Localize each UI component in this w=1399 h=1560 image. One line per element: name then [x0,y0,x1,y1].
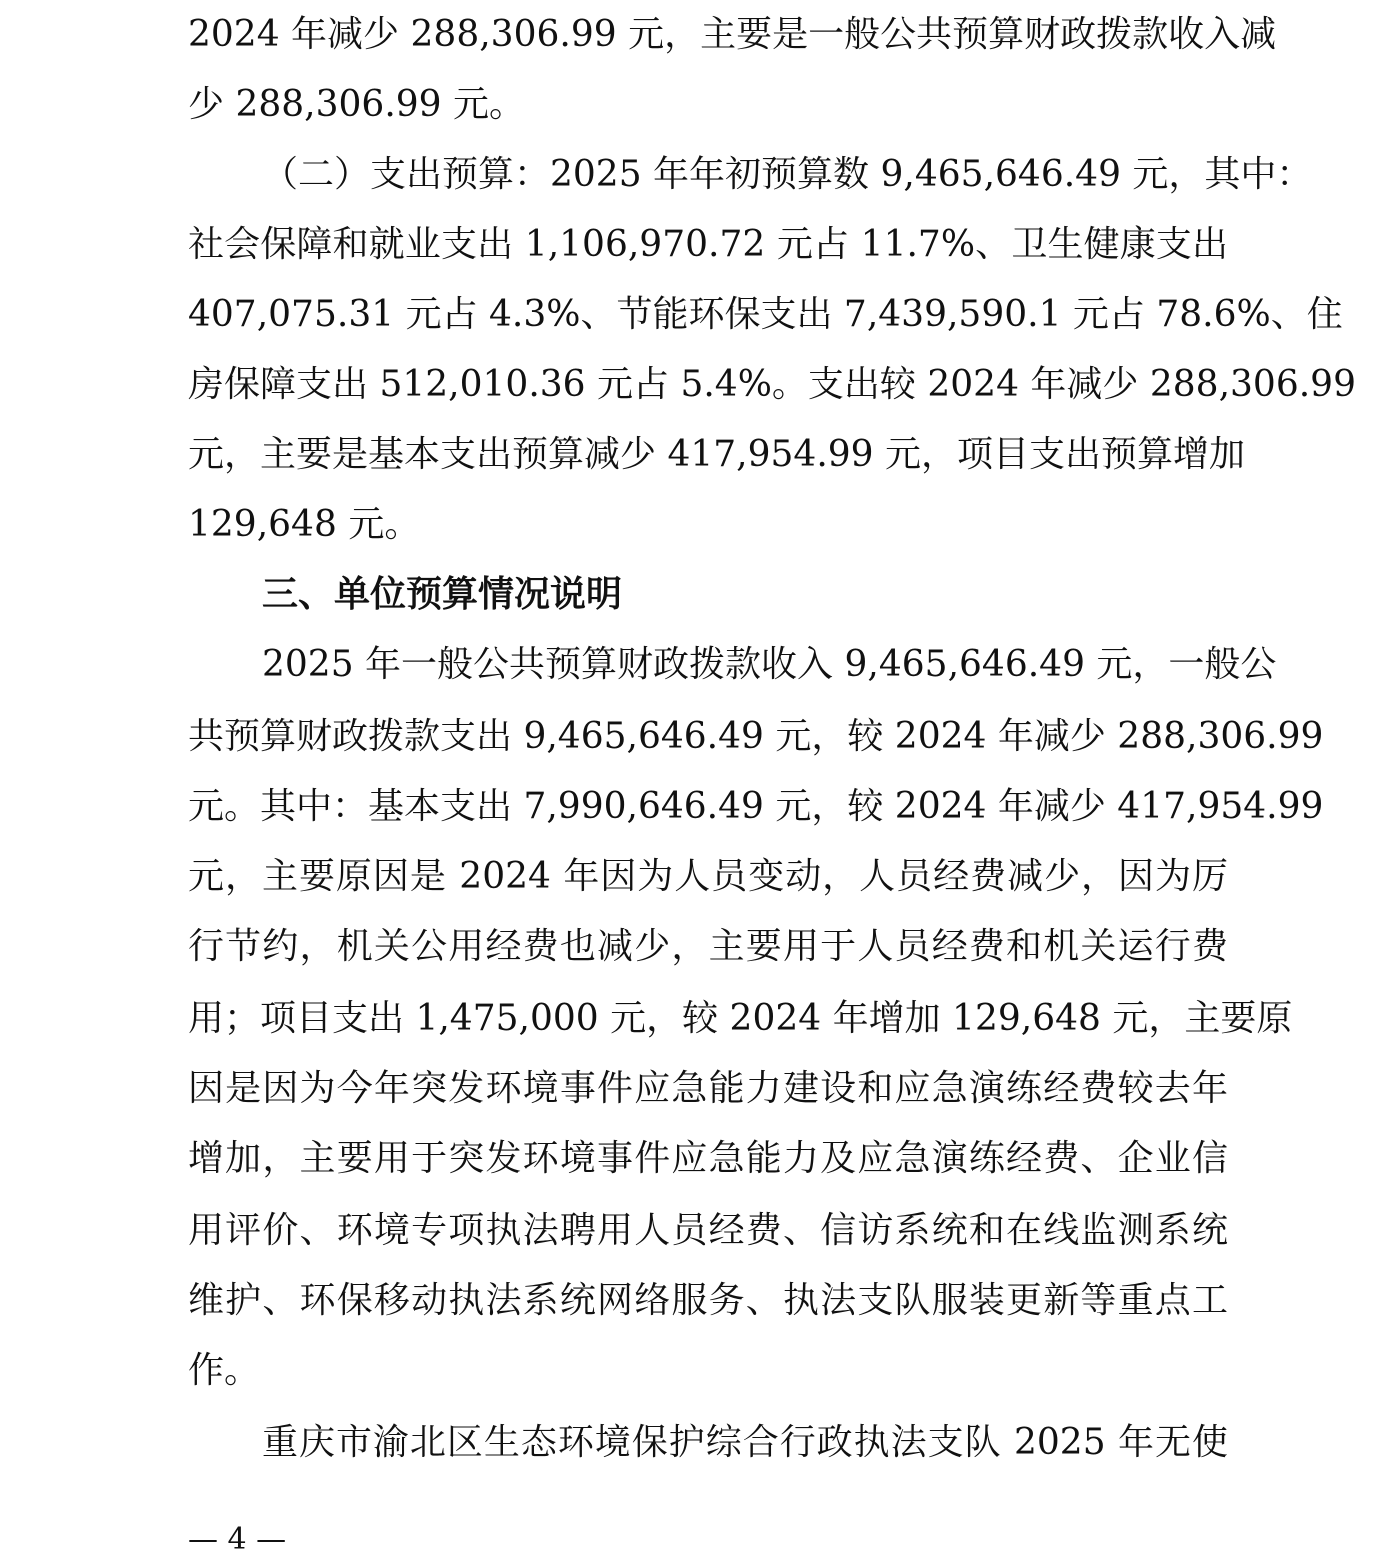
unit-budget-line-10: 维护、环保移动执法系统网络服务、执法支队服装更新等重点工 [188,1280,1228,1321]
unit-budget-line-4: 元，主要原因是 2024 年因为人员变动，人员经费减少，因为厉 [188,856,1228,897]
section-heading: 三、单位预算情况说明 [262,574,623,615]
unit-budget-line-9: 用评价、环境专项执法聘用人员经费、信访系统和在线监测系统 [188,1210,1228,1251]
unit-budget-line-5: 行节约，机关公用经费也减少，主要用于人员经费和机关运行费 [188,926,1228,967]
expenditure-budget-line-2: 社会保障和就业支出 1,106,970.72 元占 11.7%、卫生健康支出 [188,224,1228,265]
page-number: — 4 — [188,1522,287,1557]
unit-budget-line-3: 元。其中：基本支出 7,990,646.49 元，较 2024 年减少 417,954.99 [188,786,1324,827]
paragraph-line-2: 少 288,306.99 元。 [188,84,526,125]
unit-budget-line-2: 共预算财政拨款支出 9,465,646.49 元，较 2024 年减少 288,306.99 [188,716,1324,757]
closing-paragraph-line-1: 重庆市渝北区生态环境保护综合行政执法支队 2025 年无使 [262,1422,1228,1463]
expenditure-budget-line-1: （二）支出预算：2025 年年初预算数 9,465,646.49 元，其中： [262,154,1313,195]
unit-budget-line-8: 增加，主要用于突发环境事件应急能力及应急演练经费、企业信 [188,1138,1228,1179]
expenditure-budget-line-4: 房保障支出 512,010.36 元占 5.4%。支出较 2024 年减少 288,306.99 [188,364,1356,405]
unit-budget-line-1: 2025 年一般公共预算财政拨款收入 9,465,646.49 元，一般公 [262,644,1277,685]
expenditure-budget-line-6: 129,648 元。 [188,504,421,545]
unit-budget-line-6: 用；项目支出 1,475,000 元，较 2024 年增加 129,648 元，主要原 [188,998,1293,1039]
paragraph-line-1: 2024 年减少 288,306.99 元，主要是一般公共预算财政拨款收入减 [188,14,1277,55]
unit-budget-line-11: 作。 [188,1350,261,1391]
unit-budget-line-7: 因是因为今年突发环境事件应急能力建设和应急演练经费较去年 [188,1068,1228,1109]
expenditure-budget-line-5: 元，主要是基本支出预算减少 417,954.99 元，项目支出预算增加 [188,434,1246,475]
expenditure-budget-line-3: 407,075.31 元占 4.3%、节能环保支出 7,439,590.1 元占 78.6%、住 [188,294,1343,335]
